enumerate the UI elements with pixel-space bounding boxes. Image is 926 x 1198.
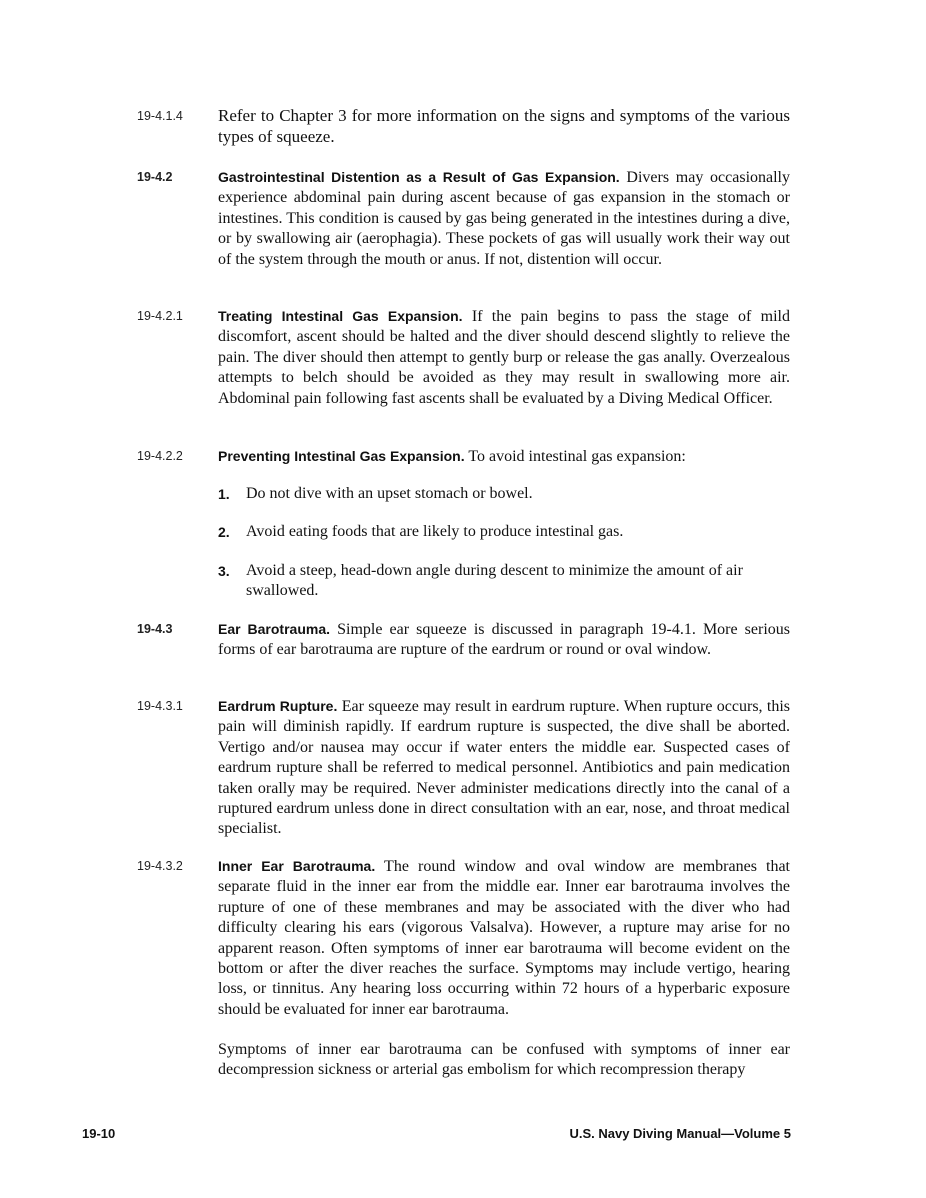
page-number: 19-10 [82, 1126, 116, 1141]
section-text: If the pain begins to pass the stage of mild discomfort, ascent should be halted and the diver should descend slightly to relieve the pain. The diver should then attempt to gently burp or release the gas anally. Overzealous attempts to belch should be avoided as they may result in swallowing more air. Abdominal pain following fast ascents shall be evaluated by a Diving Medical Officer. [218, 308, 790, 407]
section-heading: Ear Barotrauma. [218, 621, 331, 637]
section-heading: Preventing Intestinal Gas Expansion. [218, 448, 465, 464]
section-body [218, 167, 790, 270]
list-item-text: Avoid eating foods that are likely to produce intestinal gas. [246, 523, 624, 540]
section-heading: Eardrum Rupture. [218, 698, 338, 714]
section-heading: Treating Intestinal Gas Expansion. [218, 308, 463, 324]
list-item-number: 1. [218, 486, 230, 502]
list-item [218, 561, 790, 602]
section-number: 19-4.2 [137, 170, 173, 184]
section-body [218, 856, 790, 1020]
section-body [218, 619, 790, 661]
manual-title: U.S. Navy Diving Manual—Volume 5 [569, 1126, 791, 1141]
section-body [218, 696, 790, 840]
section-text: Ear squeeze may result in eardrum rupture. When rupture occurs, this pain will diminish rapidly. If eardrum rupture is suspected, the dive shall be aborted. Vertigo and/or nausea may occur if water enters the middle ear. Suspected cases of eardrum rupture shall be referred to medical personnel. Antibiotics and pain medication taken orally may be required. Never administer medications directly into the canal of a ruptured eardrum unless done in direct consultation with an ear, nose, and throat medical specialist. [218, 698, 791, 838]
list-item-text: Do not dive with an upset stomach or bowel. [246, 485, 533, 502]
section-number: 19-4.1.4 [137, 109, 183, 123]
list-item-text: Avoid a steep, head-down angle during descent to minimize the amount of air swallowed. [246, 562, 743, 600]
list-item [218, 484, 790, 504]
section-number: 19-4.3.1 [137, 699, 183, 713]
section-text: Divers may occasionally experience abdominal pain during ascent because of gas expansion in the stomach or intestines. This condition is caused by gas being generated in the intestines during a dive, or by swallowing air (aerophagia). These pockets of gas will usually work their way out of the system through the mouth or anus. If not, distention will occur. [218, 169, 791, 268]
section-number: 19-4.2.1 [137, 309, 183, 323]
section-number: 19-4.3.2 [137, 859, 183, 873]
paragraph-text: Symptoms of inner ear barotrauma can be confused with symptoms of inner ear decompression sickness or arterial gas embolism for which recompression therapy [218, 1041, 790, 1079]
list-item-number: 2. [218, 524, 230, 540]
list-item-number: 3. [218, 563, 230, 579]
section-number: 19-4.2.2 [137, 449, 183, 463]
section-body [218, 105, 790, 147]
section-text: To avoid intestinal gas expansion: [468, 448, 686, 465]
section-number: 19-4.3 [137, 622, 173, 636]
section-text: Refer to Chapter 3 for more information on the signs and symptoms of the various types of squeeze. [218, 106, 790, 146]
section-body [218, 306, 790, 409]
section-heading: Inner Ear Barotrauma. [218, 858, 376, 874]
section-text: Simple ear squeeze is discussed in paragraph 19-4.1. More serious forms of ear barotrauma are rupture of the eardrum or round or oval window. [218, 621, 791, 659]
section-text: The round window and oval window are membranes that separate fluid in the inner ear from the middle ear. Inner ear barotrauma involves the rupture of one of these membranes and may be associated with the diver who had difficulty clearing his ears (vigorous Valsalva). However, a rupture may arise for no apparent reason. Often symptoms of inner ear barotrauma will become evident on the bottom or after the diver reaches the surface. Symptoms may include vertigo, hearing loss, or tinnitus. Any hearing loss occurring within 72 hours of a hyperbaric exposure should be evaluated for inner ear barotrauma. [218, 858, 790, 1018]
section-body [218, 446, 790, 467]
list-item [218, 522, 790, 542]
section-heading: Gastrointestinal Distention as a Result of Gas Expansion. [218, 169, 620, 185]
